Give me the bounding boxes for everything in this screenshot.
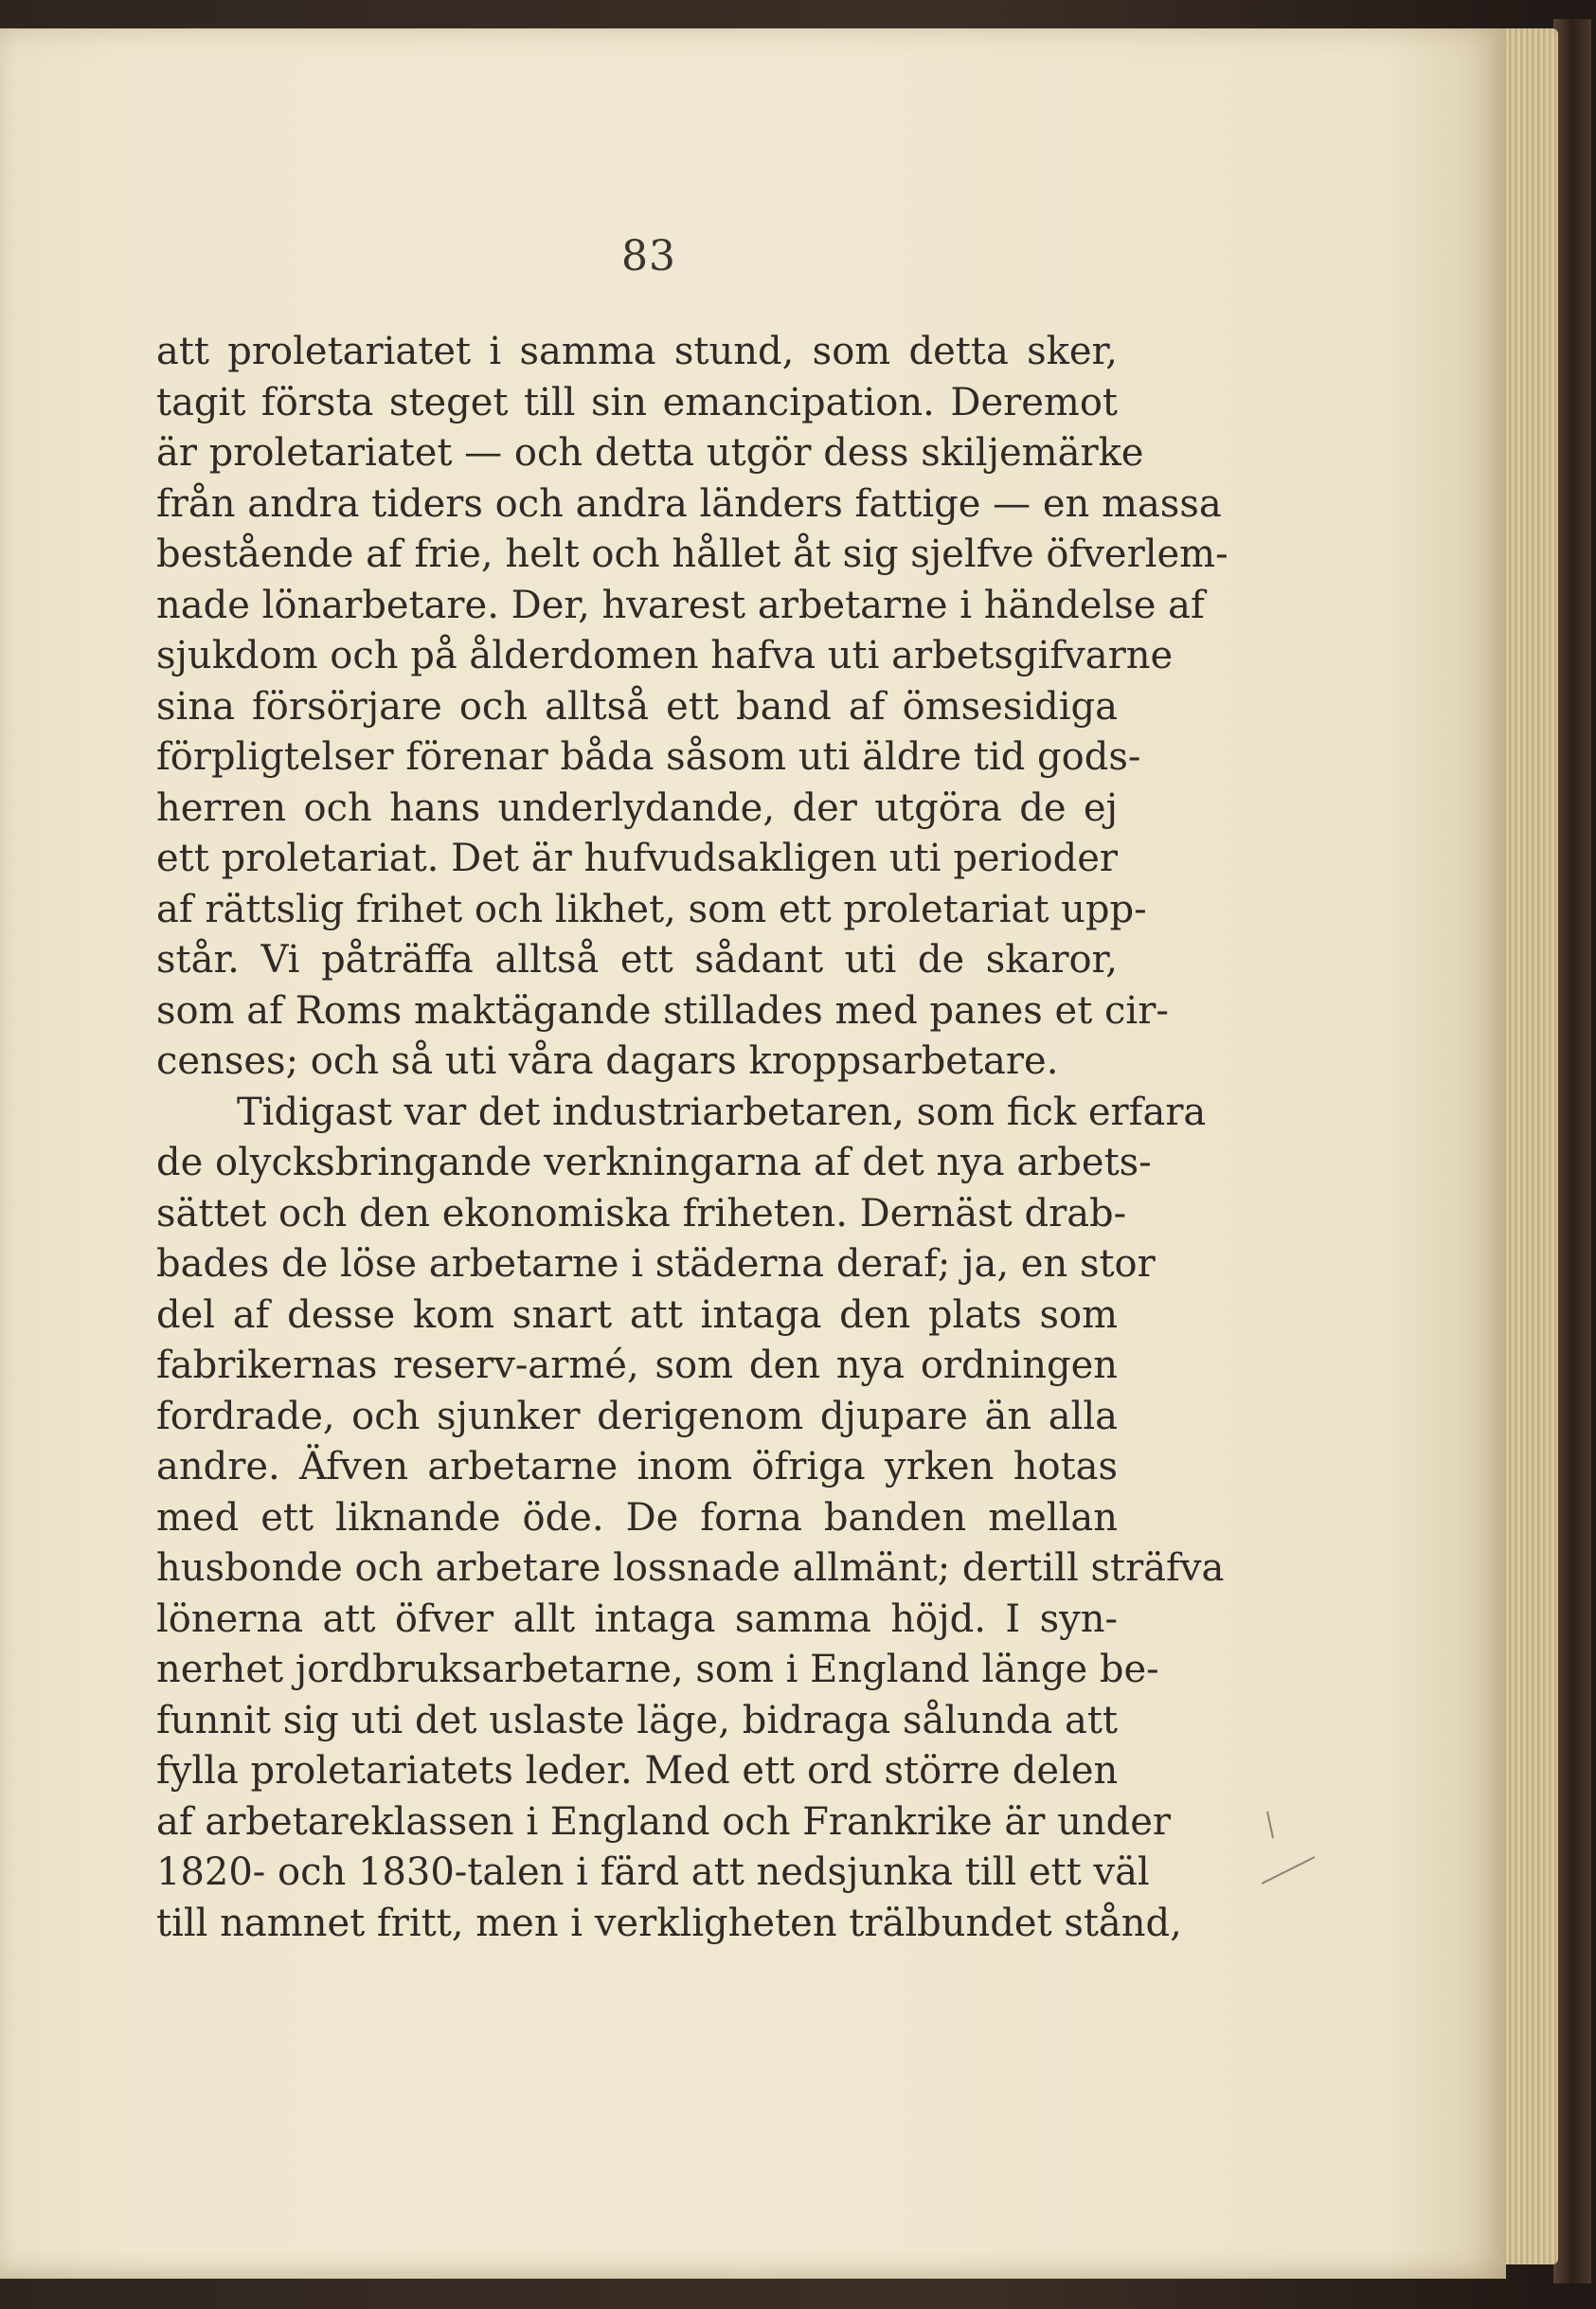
text-line: andre. Äfven arbetarne inom öfriga yrken hotas (156, 1445, 1118, 1488)
text-line: af arbetareklassen i England och Frankrike är under (156, 1799, 1172, 1844)
text-line: bades de löse arbetarne i städerna deraf; ja, en stor (156, 1242, 1156, 1286)
text-line: sättet och den ekonomiska friheten. Dernäst drab- (156, 1191, 1127, 1236)
text-line: censes; och så uti våra dagars kroppsarbetare. (156, 1039, 1059, 1083)
text-line: att proletariatet i samma stund, som detta sker, (156, 330, 1118, 373)
text-line: lönerna att öfver allt intaga samma höjd. I syn- (156, 1596, 1118, 1641)
body-text (156, 327, 1228, 1949)
text-line: sina försörjare och alltså ett band af ömsesidiga (156, 684, 1118, 729)
book-page (0, 28, 1506, 2279)
text-line: till namnet fritt, men i verkligheten trälbundet stånd, (156, 1901, 1182, 1945)
text-line: herren och hans underlydande, der utgöra de ej (156, 785, 1118, 830)
text-line: de olycksbringande verkningarna af det nya arbets- (156, 1141, 1152, 1184)
text-line: funnit sig uti det uslaste läge, bidraga sålunda att (156, 1698, 1118, 1742)
text-line: af rättslig frihet och likhet, som ett proletariat upp- (156, 887, 1147, 931)
text-line: fabrikernas reserv-armé, som den nya ordningen (156, 1344, 1118, 1387)
text-line: med ett liknande öde. De forna banden mellan (156, 1495, 1118, 1540)
text-line: 1820- och 1830-talen i färd att nedsjunka till ett väl (156, 1850, 1150, 1894)
text-line: tagit första steget till sin emancipation. Deremot (156, 380, 1118, 424)
text-line: förpligtelser förenar båda såsom uti äldre tid gods- (156, 735, 1141, 779)
text-line: nade lönarbetare. Der, hvarest arbetarne i händelse af (156, 583, 1205, 627)
pencil-margin-mark-icon (1260, 1810, 1317, 1895)
text-line-paragraph-start: Tidigast var det industriarbetaren, som fick erfara (237, 1090, 1207, 1134)
text-line: fordrade, och sjunker derigenom djupare än alla (156, 1394, 1118, 1438)
text-line: nerhet jordbruksarbetarne, som i England länge be- (156, 1648, 1159, 1691)
text-line: del af desse kom snart att intaga den plats som (156, 1292, 1118, 1337)
text-line: som af Roms maktägande stillades med panes et cir- (156, 988, 1169, 1033)
text-line: är proletariatet — och detta utgör dess skiljemärke (156, 431, 1144, 475)
text-line: ett proletariat. Det är hufvudsakligen uti perioder (156, 837, 1118, 880)
text-line: husbonde och arbetare lossnade allmänt; dertill sträfva (156, 1546, 1225, 1590)
text-line: sjukdom och på ålderdomen hafva uti arbetsgifvarne (156, 634, 1174, 677)
text-line: fylla proletariatets leder. Med ett ord större delen (156, 1749, 1119, 1793)
text-line: står. Vi påträffa alltså ett sådant uti de skaror, (156, 938, 1118, 982)
text-line: från andra tiders och andra länders fattige — en massa (156, 481, 1222, 526)
book-cover-edge (1553, 19, 1591, 2283)
text-line: bestående af frie, helt och hållet åt sig sjelfve öfverlem- (156, 532, 1228, 576)
page-number: 83 (621, 232, 676, 280)
